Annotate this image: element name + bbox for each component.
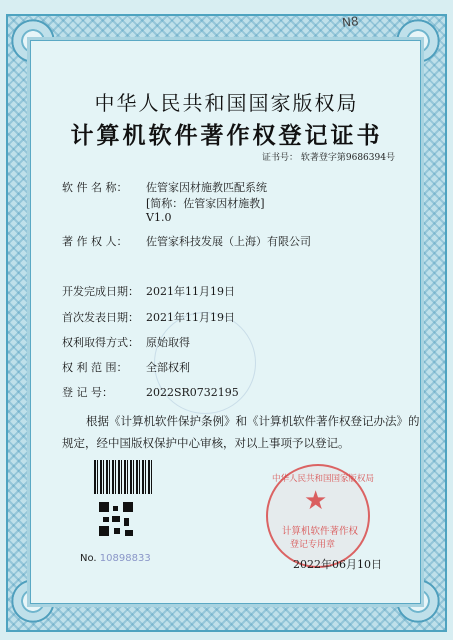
issue-date: 2022年06月10日 — [293, 558, 382, 571]
scope-value: 全部权利 — [146, 361, 190, 374]
pub-date-value: 2021年11月19日 — [146, 311, 235, 324]
owner-row — [62, 233, 311, 249]
serial-value: 10898833 — [99, 553, 151, 564]
acquisition-row — [62, 334, 190, 350]
registration-label: 登 记 号： — [62, 386, 113, 399]
pub-date-row — [62, 309, 235, 325]
pub-date-label: 首次发表日期： — [62, 311, 139, 324]
certificate-title: 计算机软件著作权登记证书 — [70, 122, 383, 149]
serial-label: No. — [80, 553, 97, 564]
seal-star-icon: ★ — [304, 486, 328, 516]
issuing-authority: 中华人民共和国国家版权局 — [94, 91, 359, 115]
serial-number — [80, 553, 151, 564]
certificate-number: 证书号： 软著登字第9686394号 — [262, 153, 395, 163]
seal-line-2: 登记专用章 — [290, 540, 336, 550]
seal-line-1: 计算机软件著作权 — [282, 526, 359, 537]
owner-label: 著 作 权 人： — [62, 235, 128, 248]
registration-row — [62, 384, 239, 400]
dev-date-label: 开发完成日期： — [62, 285, 139, 298]
software-name-row — [62, 179, 267, 195]
dev-date-value: 2021年11月19日 — [146, 285, 235, 298]
scope-label: 权 利 范 围： — [62, 361, 128, 374]
statement-line-1: 根据《计算机软件保护条例》和《计算机软件著作权登记办法》的 — [86, 414, 420, 428]
statement-line-2: 规定，经中国版权保护中心审核，对以上事项予以登记。 — [62, 436, 350, 450]
dev-date-row — [62, 283, 235, 299]
qr-code — [99, 502, 133, 536]
handwritten-mark: N8 — [341, 14, 360, 30]
registration-number: 2022SR0732195 — [146, 386, 239, 399]
software-name-value: 佐管家因材施教匹配系统 — [146, 181, 267, 194]
official-seal — [266, 464, 375, 568]
owner-value: 佐管家科技发展（上海）有限公司 — [146, 235, 311, 248]
acquisition-value: 原始取得 — [146, 336, 190, 349]
acquisition-label: 权利取得方式： — [62, 336, 139, 349]
seal-arc-text: 中华人民共和国国家版权局 — [272, 474, 375, 484]
software-name-label: 软 件 名 称： — [62, 181, 128, 194]
software-version: V1.0 — [146, 211, 172, 224]
software-short-name: [简称：佐管家因材施教] — [146, 197, 265, 210]
scope-row — [62, 359, 190, 375]
barcode — [94, 460, 152, 494]
